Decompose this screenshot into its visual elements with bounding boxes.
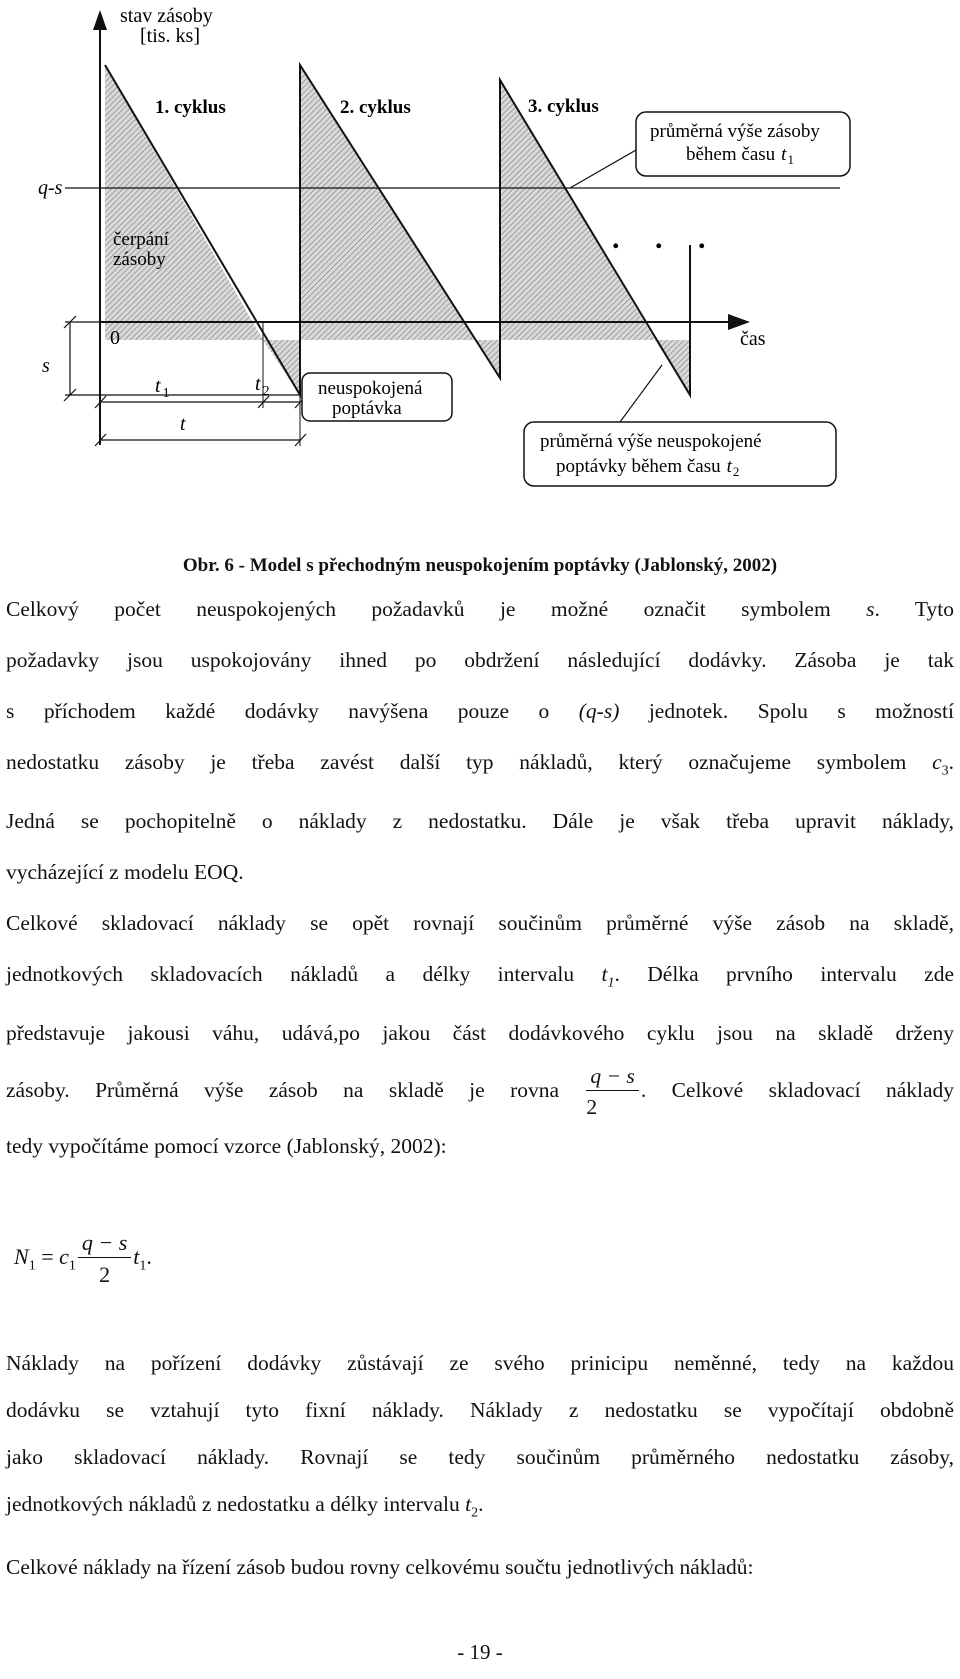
label-t: t: [180, 413, 186, 435]
p3-line-1: Náklady na pořízení dodávky zůstávají ze svého prinicipu neměnné, tedy na každou: [6, 1351, 954, 1375]
p1-line-4: nedostatku zásoby je třeba zavést další typ nákladů, který označujeme symbolem $c_3$.: [6, 750, 954, 779]
callout-unmet-line1: neuspokojená: [318, 378, 423, 399]
label-t2: t $_2$: [255, 373, 270, 399]
p1-line-3: s příchodem každé dodávky navýšena pouze o (q-s) jednotek. Spolu s možností: [6, 699, 954, 723]
p2-line-1: Celkové skladovací náklady se opět rovnají součinům průměrné výše zásob na skladě,: [6, 911, 954, 935]
p1-line-6: vycházející z modelu EOQ.: [6, 860, 244, 885]
label-s: s: [42, 355, 50, 377]
callout-unmet-line2: poptávka: [332, 398, 402, 419]
average-stock-fraction: $\frac{q - s}{2}$: [586, 1066, 638, 1119]
callout-average-stock-pointer: [570, 150, 636, 188]
callout-average-unmet-line1: průměrná výše neuspokojené: [540, 431, 762, 452]
figure-caption: Obr. 6 - Model s přechodným neuspokojením poptávky (Jablonský, 2002): [182, 555, 778, 576]
cycle-3-label: 3. cyklus: [528, 96, 599, 117]
y-axis-label-line2: [tis. ks]: [140, 25, 200, 47]
storage-cost-formula: $N_1 = c_1$ $\frac{q - s}{2}$ $t_1$.: [14, 1230, 152, 1287]
callout-average-unmet-pointer: [620, 365, 662, 422]
p1-line-5: Jedná se pochopitelně o náklady z nedostatku. Dále je však třeba upravit náklady,: [6, 809, 954, 834]
p3-line-4: jednotkových nákladů z nedostatku a délky intervalu $t_2$.: [6, 1492, 484, 1521]
continuation-dots: . . .: [612, 222, 720, 255]
label-zero: 0: [110, 327, 120, 349]
p3-line-2: dodávku se vztahují tyto fixní náklady. Náklady z nedostatku se vypočítají obdobně: [6, 1398, 954, 1422]
p1-line-1: Celkový počet neuspokojených požadavků je možné označit symbolem s. Tyto: [6, 597, 954, 621]
x-axis-label: čas: [740, 328, 766, 350]
cycle-2-label: 2. cyklus: [340, 97, 411, 118]
paragraph-4: [6, 1542, 954, 1593]
p2-line-2: jednotkových skladovacích nákladů a délky intervalu $t_1$. Délka prvního intervalu zde: [6, 962, 954, 991]
label-q-minus-s: q-s: [38, 177, 63, 199]
paragraph-3: [6, 1340, 954, 1536]
cycle-1-label: 1. cyklus: [155, 97, 226, 118]
p2-line-4: zásoby. Průměrná výše zásob na skladě je rovna $\frac{q - s}{2}$ . Celkové skladovací náklady: [6, 1063, 954, 1120]
paragraph-2: [6, 898, 954, 1172]
drawdown-label-line1: čerpání: [113, 229, 169, 250]
p1-line-2: požadavky jsou uspokojovány ihned po obdržení následující dodávky. Zásoba je tak: [6, 648, 954, 672]
p2-line-5: tedy vypočítáme pomocí vzorce (Jablonský, 2002):: [6, 1134, 447, 1159]
formula-fraction: $\frac{q - s}{2}$: [78, 1232, 131, 1286]
p3-line-3: jako skladovací náklady. Rovnají se tedy součinům průměrného nedostatku zásoby,: [6, 1445, 954, 1469]
callout-average-unmet-line2: poptávky během času $t_2$: [556, 456, 740, 479]
y-axis-label-line1: stav zásoby: [120, 5, 213, 27]
callout-average-stock-line2: během času $t_1$: [686, 144, 794, 167]
p4-line-1: Celkové náklady na řízení zásob budou rovny celkovému součtu jednotlivých nákladů:: [6, 1555, 754, 1579]
y-axis-arrow: [93, 10, 107, 30]
p2-line-3: představuje jakousi váhu, udává,po jakou část dodávkového cyklu jsou na skladě drženy: [6, 1021, 954, 1046]
inventory-model-figure: [0, 0, 960, 555]
paragraph-1: [6, 584, 954, 898]
drawdown-label-line2: zásoby: [113, 249, 166, 270]
label-t1: t $_1$: [155, 375, 170, 401]
callout-average-stock-line1: průměrná výše zásoby: [650, 121, 820, 142]
page-number: - 19 -: [457, 1640, 503, 1664]
